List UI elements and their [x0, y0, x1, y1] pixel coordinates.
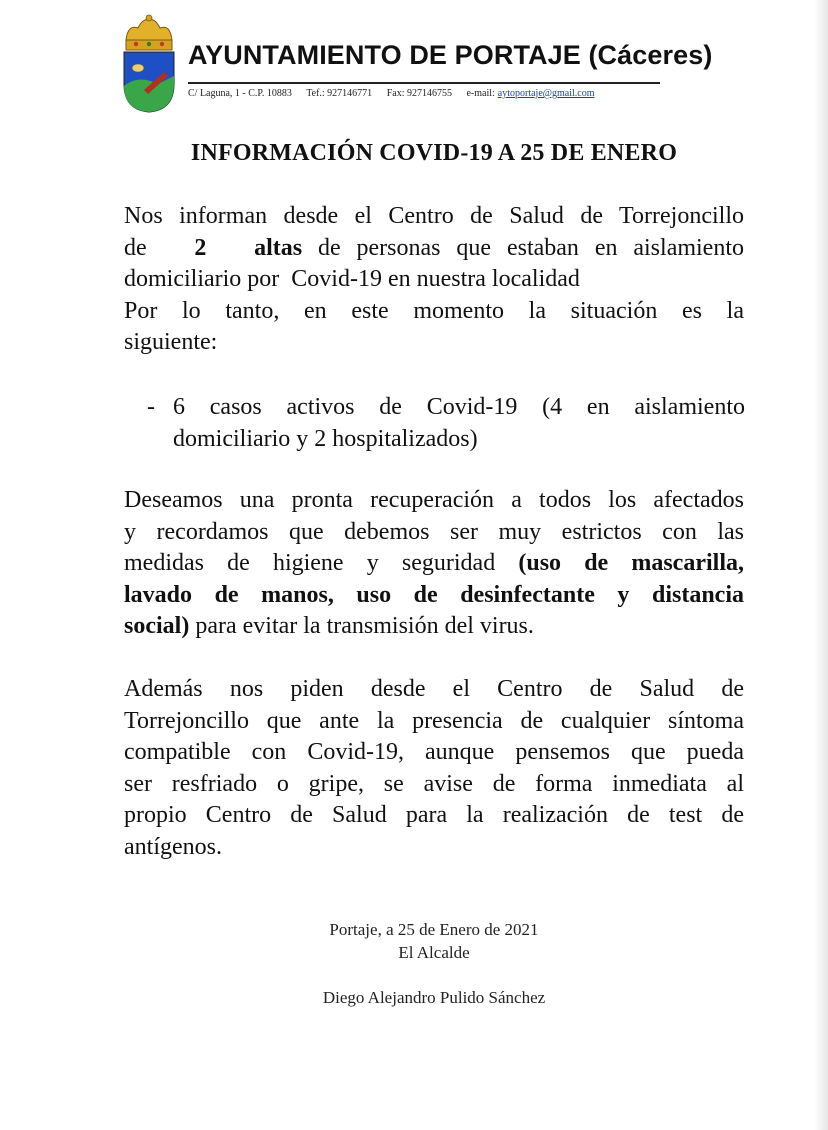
email-link[interactable]: aytoportaje@gmail.com [497, 88, 595, 99]
text-line [124, 611, 744, 643]
text-line [124, 580, 744, 612]
text-line: propio Centro de Salud para la realización de test de [124, 802, 744, 828]
text-line: antígenos. [124, 833, 222, 860]
text-line: domiciliario por Covid-19 en nuestra localidad [124, 266, 580, 292]
text-line: y recordamos que debemos ser muy estrictos con las [124, 518, 744, 545]
bold-fragment: (uso de mascarilla, [518, 550, 744, 576]
signature-name: Diego Alejandro Pulido Sánchez [322, 988, 546, 1007]
signature-place-date: Portaje, a 25 de Enero de 2021 [329, 920, 539, 939]
paragraph-discharges [124, 201, 744, 359]
paragraph-symptoms [124, 674, 744, 863]
text-line: Por lo tanto, en este momento la situación es la [124, 297, 744, 324]
email-label: e-mail: [466, 88, 495, 99]
text-line: Además nos piden desde el Centro de Salud de [124, 676, 744, 702]
text-fragment: medidas de higiene y seguridad [124, 550, 496, 576]
signature-role: El Alcalde [398, 943, 470, 962]
text-line: Nos informan desde el Centro de Salud de Torrejoncillo [124, 203, 744, 229]
letterhead [112, 14, 712, 118]
text-line: 6 casos activos de Covid-19 (4 en aislamiento [173, 394, 745, 420]
text-line: compatible con Covid-19, aunque pensemos que pueda [124, 739, 744, 765]
discharge-count: 2 [194, 234, 207, 261]
header-divider [188, 82, 660, 84]
paragraph-recommendations [124, 485, 744, 643]
text-fragment: para evitar la transmisión del virus. [195, 613, 534, 639]
bullet-dash: - [147, 394, 155, 420]
document-title: INFORMACIÓN COVID-19 A 25 DE ENERO [190, 140, 678, 166]
phone: Tef.: 927146771 [306, 88, 373, 99]
bold-fragment: lavado de manos, uso de desinfectante y distancia [124, 581, 744, 608]
text-line [124, 548, 744, 580]
organization-name: AYUNTAMIENTO DE PORTAJE (Cáceres) [188, 40, 713, 70]
text-fragment: de [124, 234, 147, 261]
text-line: ser resfriado o gripe, se avise de forma inmediata al [124, 770, 744, 797]
bold-fragment: social) [124, 613, 190, 639]
text-line: Deseamos una pronta recuperación a todos los afectados [124, 487, 744, 513]
municipal-coat-of-arms-icon [118, 14, 180, 114]
contact-line [188, 88, 606, 99]
bold-fragment: altas [254, 234, 303, 261]
text-fragment: de personas que estaban en aislamiento [317, 234, 745, 261]
text-line: domiciliario y 2 hospitalizados) [173, 425, 478, 452]
address: C/ Laguna, 1 - C.P. 10883 [188, 88, 292, 99]
fax: Fax: 927146755 [386, 88, 452, 99]
text-line: siguiente: [124, 329, 218, 355]
text-line: Torrejoncillo que ante la presencia de cualquier síntoma [124, 707, 744, 734]
list-item [173, 392, 745, 455]
text-line [124, 233, 744, 265]
